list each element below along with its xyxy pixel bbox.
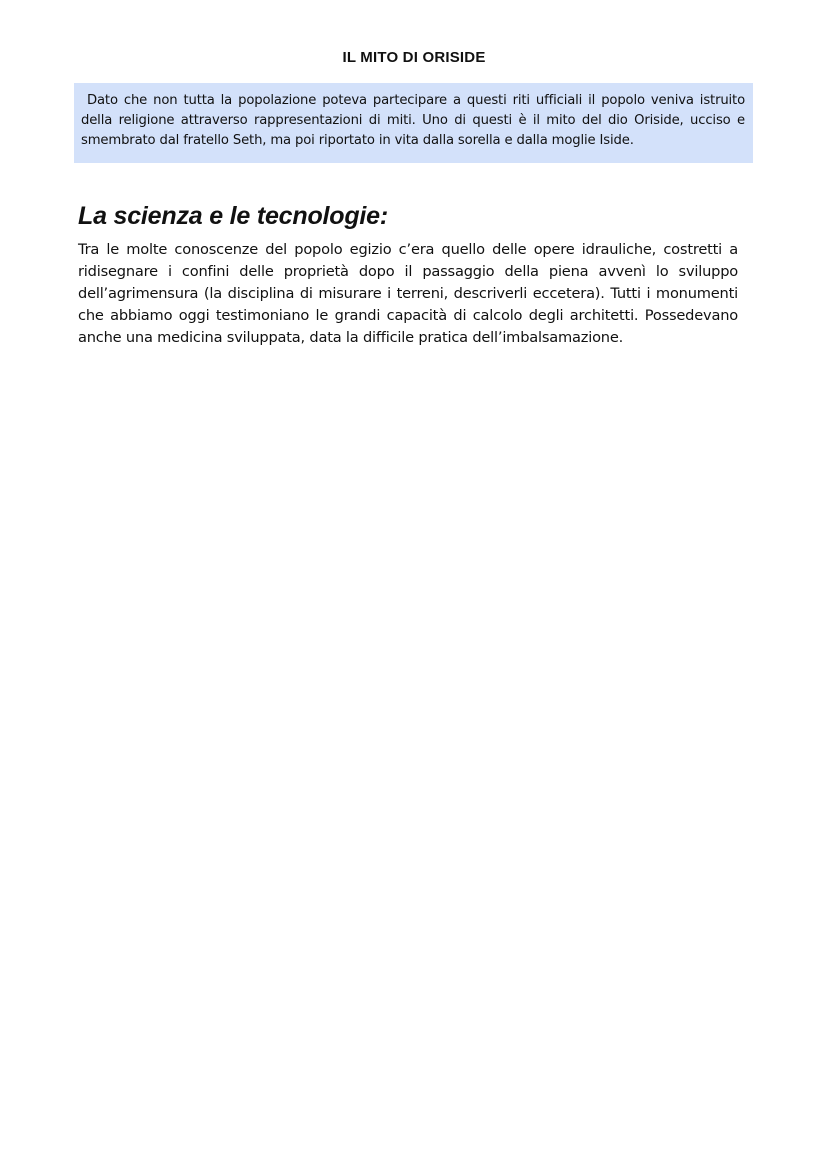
section-body-paragraph: Tra le molte conoscenze del popolo egizio c’era quello delle opere idrauliche, costretti a ridisegnare i confini delle proprietà dopo il passaggio della piena avvenì lo sviluppo dell’agrimensura (la disciplina di misurare i terreni, descriverli eccetera). Tutti i monumenti che abbiamo oggi testimoniano le grandi capacità di calcolo degli architetti. Possedevano anche una medicina sviluppata, data la difficile pratica dell’imbalsamazione.	[78, 241, 738, 346]
intro-highlight-box	[74, 83, 753, 163]
section-heading: La scienza e le tecnologie:	[78, 202, 388, 230]
intro-paragraph: Dato che non tutta la popolazione poteva partecipare a questi riti ufficiali il popolo veniva istruito della religione attraverso rappresentazioni di miti. Uno di questi è il mito del dio Oriside, ucciso e smembrato dal fratello Seth, ma poi riportato in vita dalla sorella e dalla moglie Iside.	[81, 93, 750, 148]
page-title: IL MITO DI ORISIDE	[342, 49, 486, 66]
